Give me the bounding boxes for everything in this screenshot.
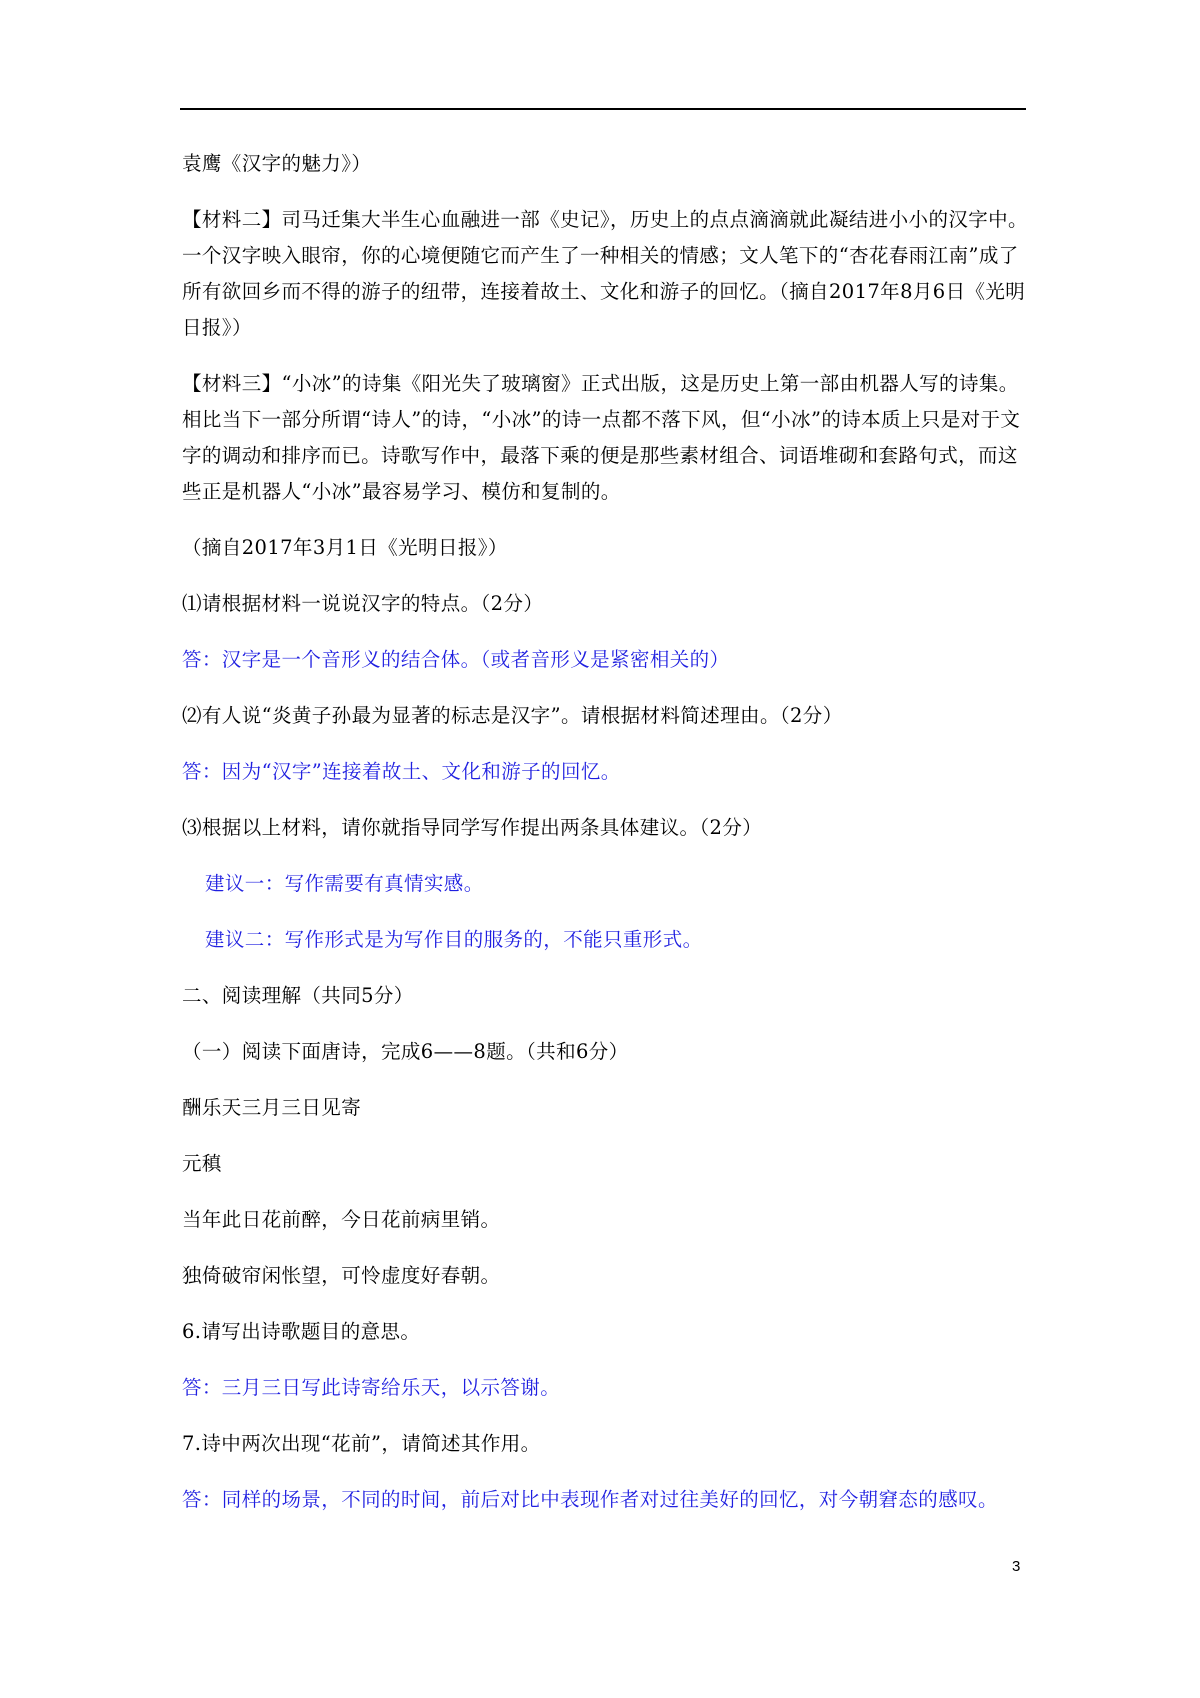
answer-2: 答：因为“汉字”连接着故土、文化和游子的回忆。 (182, 760, 621, 783)
question-2: ⑵有人说“炎黄子孙最为显著的标志是汉字”。请根据材料简述理由。（2分） (182, 704, 843, 727)
source-line: 袁鹰《汉字的魅力》） (182, 152, 372, 175)
question-6: 6.请写出诗歌题目的意思。 (182, 1320, 421, 1343)
poem-line-1: 当年此日花前醉，今日花前病里销。 (182, 1208, 501, 1231)
material-two: 【材料二】司马迁集大半生心血融进一部《史记》，历史上的点点滴滴就此凝结进小小的汉字中。一个汉字映入眼帘，你的心境便随它而产生了一种相关的情感；文人笔下的“杏花春雨江南”成了所有欲回乡而不得的游子的纽带，连接着故土、文化和游子的回忆。（摘自2017年8月6日《光明日报》） (182, 208, 1028, 339)
part-heading: （一）阅读下面唐诗，完成6——8题。（共和6分） (182, 1040, 629, 1063)
poem-title: 酬乐天三月三日见寄 (182, 1096, 362, 1119)
answer-1: 答：汉字是一个音形义的结合体。（或者音形义是紧密相关的） (182, 648, 730, 671)
suggestion-2: 建议二：写作形式是为写作目的服务的，不能只重形式。 (205, 928, 703, 951)
document-body (182, 146, 1028, 1538)
suggestion-1: 建议一：写作需要有真情实感。 (205, 872, 484, 895)
poem-line-2: 独倚破帘闲怅望，可怜虚度好春朝。 (182, 1264, 501, 1287)
material-three: 【材料三】“小冰”的诗集《阳光失了玻璃窗》正式出版，这是历史上第一部由机器人写的诗集。相比当下一部分所谓“诗人”的诗，“小冰”的诗一点都不落下风，但“小冰”的诗本质上只是对于文字的调动和排序而已。诗歌写作中，最落下乘的便是那些素材组合、词语堆砌和套路句式，而这些正是机器人“小冰”最容易学习、模仿和复制的。 (182, 372, 1021, 503)
header-rule (180, 108, 1026, 110)
answer-7: 答：同样的场景，不同的时间，前后对比中表现作者对过往美好的回忆，对今朝窘态的感叹。 (182, 1488, 998, 1511)
answer-6: 答：三月三日写此诗寄给乐天，以示答谢。 (182, 1376, 561, 1399)
page-number: 3 (1012, 1558, 1021, 1575)
section-heading: 二、阅读理解（共同5分） (182, 984, 414, 1007)
material-three-source: （摘自2017年3月1日《光明日报》） (182, 536, 508, 559)
question-7: 7.诗中两次出现“花前”，请简述其作用。 (182, 1432, 541, 1455)
question-1: ⑴请根据材料一说说汉字的特点。（2分） (182, 592, 544, 615)
question-3: ⑶根据以上材料，请你就指导同学写作提出两条具体建议。（2分） (182, 816, 763, 839)
poem-author: 元稹 (182, 1152, 222, 1175)
